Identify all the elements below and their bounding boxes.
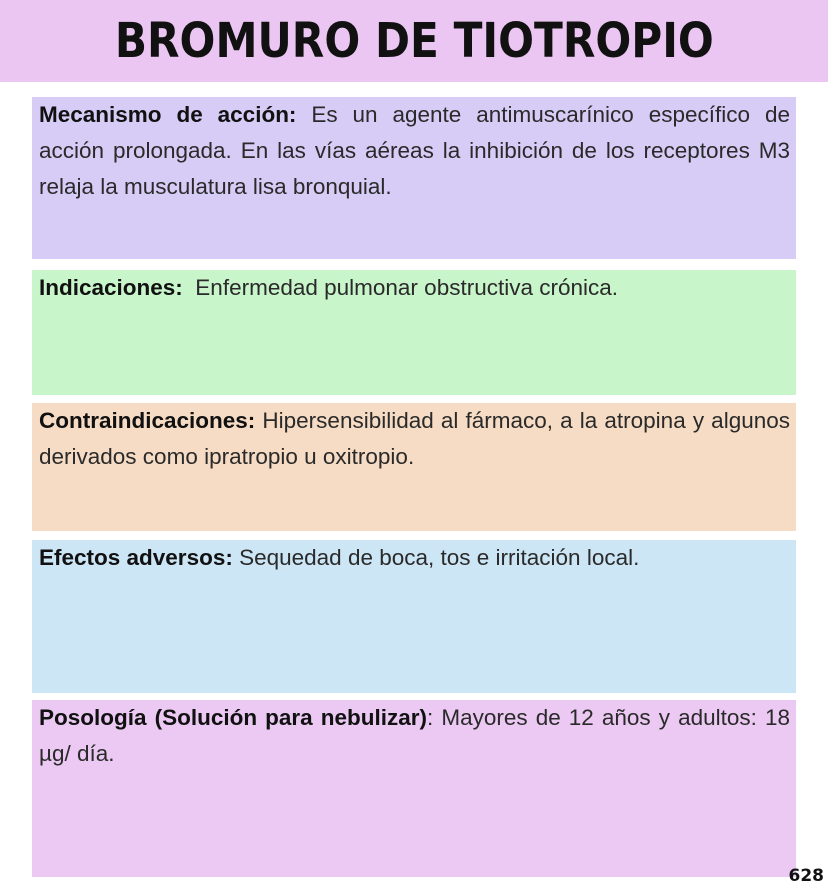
section-label: Posología (Solución para nebulizar): [39, 705, 428, 730]
section-indicaciones: [32, 270, 796, 395]
section-label: Efectos adversos:: [39, 545, 233, 570]
section-text: Hipersensibilidad al fármaco, a la atropina y algunos derivados como ipratropio u oxitropio.: [39, 408, 790, 469]
title-banner: [0, 0, 828, 82]
section-efectos-adversos: [32, 540, 796, 693]
section-posologia: [32, 700, 796, 877]
page-title: BROMURO DE TIOTROPIO: [114, 13, 714, 69]
page-number: 628: [788, 866, 824, 886]
section-mecanismo: [32, 97, 796, 259]
section-label: Indicaciones:: [39, 275, 183, 300]
section-contraindicaciones: [32, 403, 796, 531]
section-label: Mecanismo de acción:: [39, 102, 297, 127]
section-text: Sequedad de boca, tos e irritación local.: [232, 545, 640, 570]
section-label: Contraindicaciones:: [39, 408, 256, 433]
section-text: Enfermedad pulmonar obstructiva crónica.: [182, 275, 619, 300]
section-text: Es un agente antimuscarínico específico de acción prolongada. En las vías aéreas la inhibición de los receptores M3 relaja la musculatura lisa bronquial.: [39, 102, 790, 199]
section-text: : Mayores de 12 años y adultos: 18 µg/ día.: [39, 705, 790, 766]
